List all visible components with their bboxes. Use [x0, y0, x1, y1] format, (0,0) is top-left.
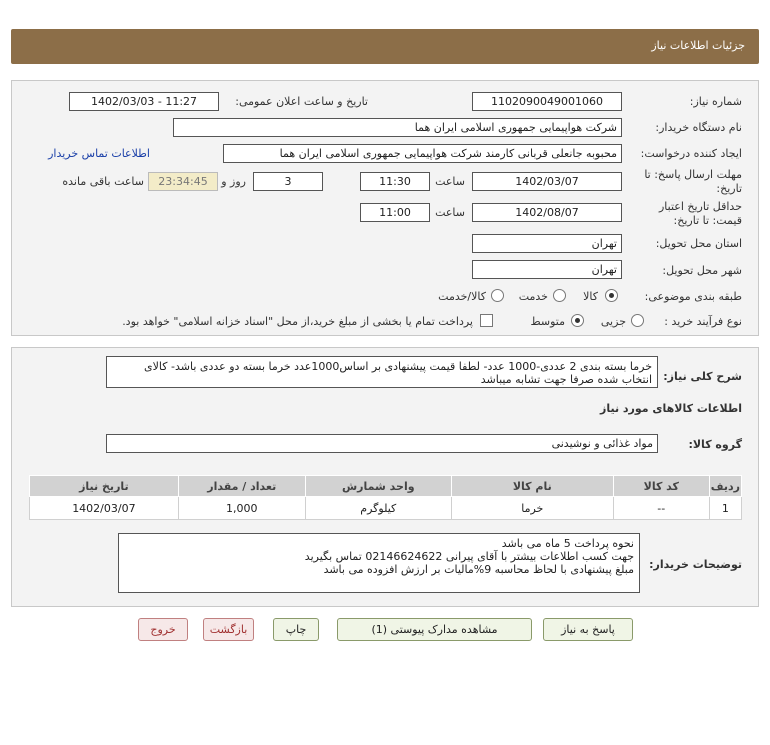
validity-date-field: 1402/08/07 [472, 203, 622, 222]
category-goods-radio[interactable] [605, 289, 618, 302]
validity-time-label: ساعت [435, 206, 465, 219]
announce-date-label: تاریخ و ساعت اعلان عمومی: [235, 95, 368, 108]
city-label: شهر محل تحویل: [662, 264, 742, 277]
process-type-label: نوع فرآیند خرید : [664, 315, 742, 328]
goods-info-title: اطلاعات کالاهای مورد نیاز [600, 402, 742, 415]
buyer-field: شرکت هواپیمایی جمهوری اسلامی ایران هما [173, 118, 622, 137]
col-header-quantity: تعداد / مقدار [178, 476, 305, 497]
process-minor-radio[interactable] [631, 314, 644, 327]
col-header-unit: واحد شمارش [305, 476, 451, 497]
table-row [30, 497, 742, 520]
days-remaining-field: 3 [253, 172, 323, 191]
category-goods-label: کالا [583, 290, 598, 303]
reply-deadline-label: مهلت ارسال پاسخ: تا [644, 168, 742, 181]
view-attachments-button[interactable]: مشاهده مدارک پیوستی (1) [337, 618, 532, 641]
process-medium-label: متوسط [530, 315, 565, 328]
buyer-note-line: نحوه پرداخت 5 ماه می باشد [501, 537, 634, 550]
reply-deadline-label-2: تاریخ: [716, 182, 742, 195]
cell-quantity: 1,000 [178, 497, 305, 520]
col-header-row-num: ردیف [709, 476, 741, 497]
goods-table [29, 475, 742, 520]
process-minor-label: جزیی [600, 315, 626, 328]
days-label: روز و [221, 175, 246, 188]
validity-time-field: 11:00 [360, 203, 430, 222]
col-header-name: نام کالا [451, 476, 613, 497]
general-desc-label: شرح کلی نیاز: [663, 370, 742, 383]
validity-label: حداقل تاریخ اعتبار [658, 200, 742, 213]
cell-unit: کیلوگرم [305, 497, 451, 520]
col-header-code: کد کالا [613, 476, 709, 497]
reply-button[interactable]: پاسخ به نیاز [543, 618, 633, 641]
category-label: طبقه بندی موضوعی: [644, 290, 742, 303]
treasury-payment-note: پرداخت تمام یا بخشی از مبلغ خرید،از محل "اسناد خزانه اسلامی" خواهد بود. [122, 315, 473, 328]
buyer-contact-link[interactable]: اطلاعات تماس خریدار [48, 147, 150, 160]
category-service-label: خدمت [518, 290, 548, 303]
need-number-field: 1102090049001060 [472, 92, 622, 111]
exit-button[interactable]: خروج [138, 618, 188, 641]
remaining-time-field: 23:34:45 [148, 172, 218, 191]
page-header [11, 29, 759, 64]
cell-name: خرما [451, 497, 613, 520]
reply-time-label: ساعت [435, 175, 465, 188]
goods-table-header-row [30, 476, 742, 497]
creator-field: محبوبه جانعلی قربانی کارمند شرکت هواپیمایی جمهوری اسلامی ایران هما [223, 144, 622, 163]
creator-label: ایجاد کننده درخواست: [640, 147, 742, 160]
buyer-note-line: جهت کسب اطلاعات بیشتر با آقای پیرانی 02146624622 تماس بگیرید [304, 550, 634, 563]
cell-need-date: 1402/03/07 [30, 497, 179, 520]
validity-label-2: قیمت: تا تاریخ: [673, 214, 742, 227]
print-button[interactable]: چاپ [273, 618, 319, 641]
category-service-radio[interactable] [553, 289, 566, 302]
reply-time-field: 11:30 [360, 172, 430, 191]
cell-row-num: 1 [709, 497, 741, 520]
need-number-label: شماره نیاز: [689, 95, 742, 108]
general-desc-box: خرما بسته بندی 2 عددی-1000 عدد- لطفا قیمت پیشنهادی بر اساس1000عدد خرما بسته دو عددی باشد- کالای انتخاب شده صرفا جهت تشابه میباشد [106, 356, 658, 388]
treasury-payment-checkbox[interactable] [480, 314, 493, 327]
category-goods-service-radio[interactable] [491, 289, 504, 302]
buyer-notes-box [118, 533, 640, 593]
province-field: تهران [472, 234, 622, 253]
col-header-need-date: تاریخ نیاز [30, 476, 179, 497]
city-field: تهران [472, 260, 622, 279]
buyer-note-line: مبلغ پیشنهادی با لحاظ محاسبه 9%مالیات بر ارزش افزوده می باشد [323, 563, 634, 576]
goods-group-label: گروه کالا: [688, 438, 742, 451]
buyer-label: نام دستگاه خریدار: [655, 121, 742, 134]
buyer-notes-label: توضیحات خریدار: [649, 558, 742, 571]
back-button[interactable]: بازگشت [203, 618, 254, 641]
announce-date-field: 1402/03/03 - 11:27 [69, 92, 219, 111]
goods-group-field: مواد غذائی و نوشیدنی [106, 434, 658, 453]
page-title: جزئیات اطلاعات نیاز [651, 39, 745, 52]
cell-code: -- [613, 497, 709, 520]
province-label: استان محل تحویل: [655, 237, 742, 250]
category-goods-service-label: کالا/خدمت [438, 290, 486, 303]
remaining-time-label: ساعت باقی مانده [62, 175, 144, 188]
reply-date-field: 1402/03/07 [472, 172, 622, 191]
process-medium-radio[interactable] [571, 314, 584, 327]
